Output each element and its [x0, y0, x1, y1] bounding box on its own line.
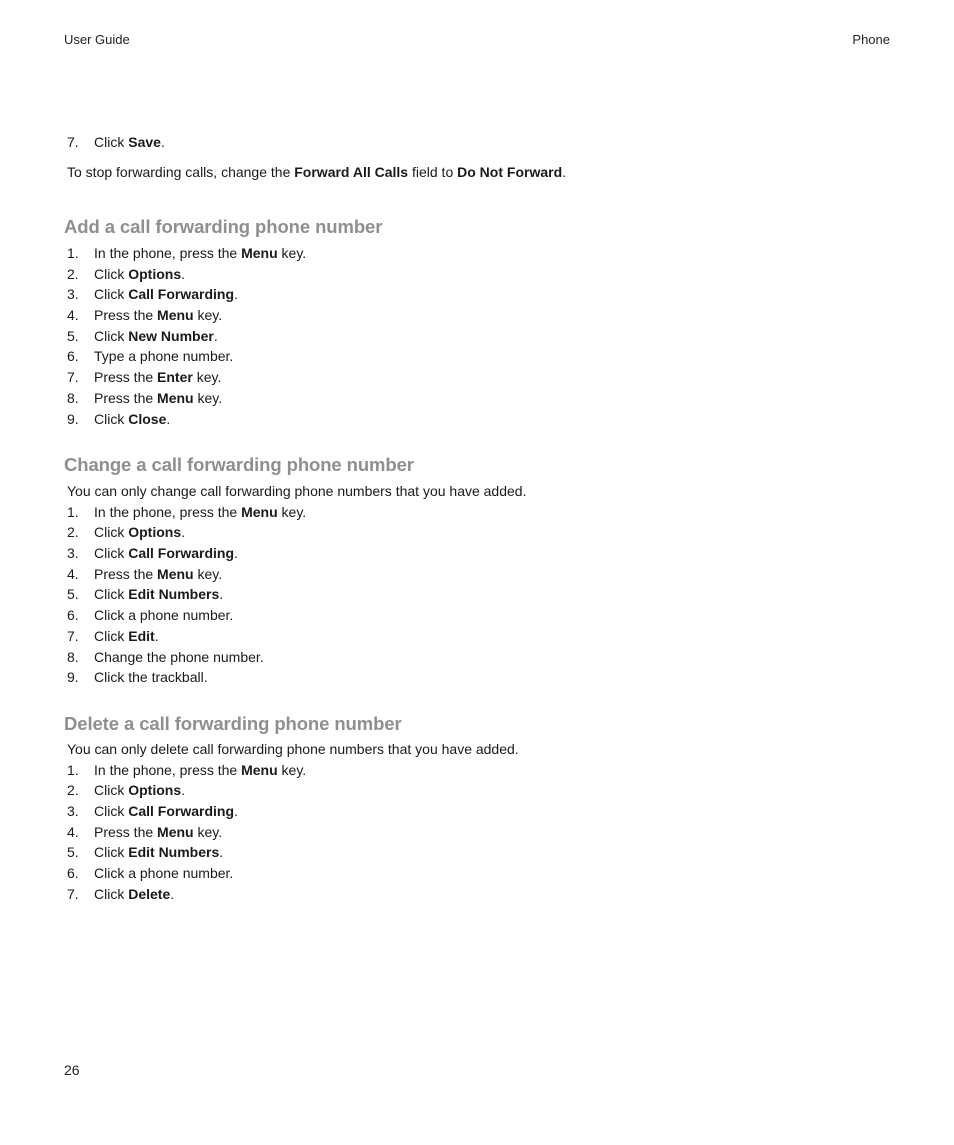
list-item: 3. Click Call Forwarding.	[67, 286, 238, 303]
step-list	[64, 243, 890, 429]
list-item: 7. Click Edit.	[67, 627, 159, 644]
list-item: 8. Press the Menu key.	[67, 389, 223, 406]
list-item: 2. Click Options.	[67, 265, 186, 282]
page-number: 26	[64, 1062, 80, 1078]
list-item: 5. Click New Number.	[67, 327, 218, 344]
intro-block	[64, 132, 890, 183]
section-delete	[64, 712, 890, 905]
list-item: 1. In the phone, press the Menu key.	[67, 503, 307, 520]
list-item: 3. Click Call Forwarding.	[67, 545, 238, 562]
list-item: 4. Press the Menu key.	[67, 565, 223, 582]
list-item: 4. Press the Menu key.	[67, 307, 223, 324]
list-item: 6. Click a phone number.	[67, 607, 234, 624]
list-item: 4. Press the Menu key.	[67, 823, 223, 840]
list-item: 1. In the phone, press the Menu key.	[67, 245, 307, 261]
list-item: 2. Click Options.	[67, 524, 186, 541]
list-item: 6. Click a phone number.	[67, 865, 234, 882]
section-intro: You can only change call forwarding phone numbers that you have added.	[67, 483, 527, 499]
list-item: 9. Click the trackball.	[67, 669, 208, 686]
step-list	[64, 760, 890, 905]
list-item: 2. Click Options.	[67, 782, 186, 799]
list-item: 6. Type a phone number.	[67, 348, 234, 365]
section-change	[64, 453, 890, 688]
list-item: 5. Click Edit Numbers.	[67, 844, 224, 861]
section-title: Add a call forwarding phone number	[64, 216, 383, 237]
list-item: 1. In the phone, press the Menu key.	[67, 761, 307, 778]
list-item: 7. Click Save.	[67, 134, 165, 150]
list-item: 5. Click Edit Numbers.	[67, 586, 224, 603]
step-list	[64, 502, 890, 688]
list-item: 9. Click Close.	[67, 410, 171, 427]
running-header-right: Phone	[852, 32, 890, 47]
section-title: Delete a call forwarding phone number	[64, 713, 402, 734]
running-header-left: User Guide	[64, 32, 130, 47]
forward-note: To stop forwarding calls, change the Forward All Calls field to Do Not Forward.	[67, 164, 567, 181]
list-item: 3. Click Call Forwarding.	[67, 803, 238, 820]
list-item: 7. Press the Enter key.	[67, 369, 222, 386]
list-item: 7. Click Delete.	[67, 885, 175, 902]
section-intro: You can only delete call forwarding phone numbers that you have added.	[67, 741, 519, 757]
section-title: Change a call forwarding phone number	[64, 454, 414, 475]
list-item: 8. Change the phone number.	[67, 648, 264, 665]
section-add	[64, 215, 890, 429]
